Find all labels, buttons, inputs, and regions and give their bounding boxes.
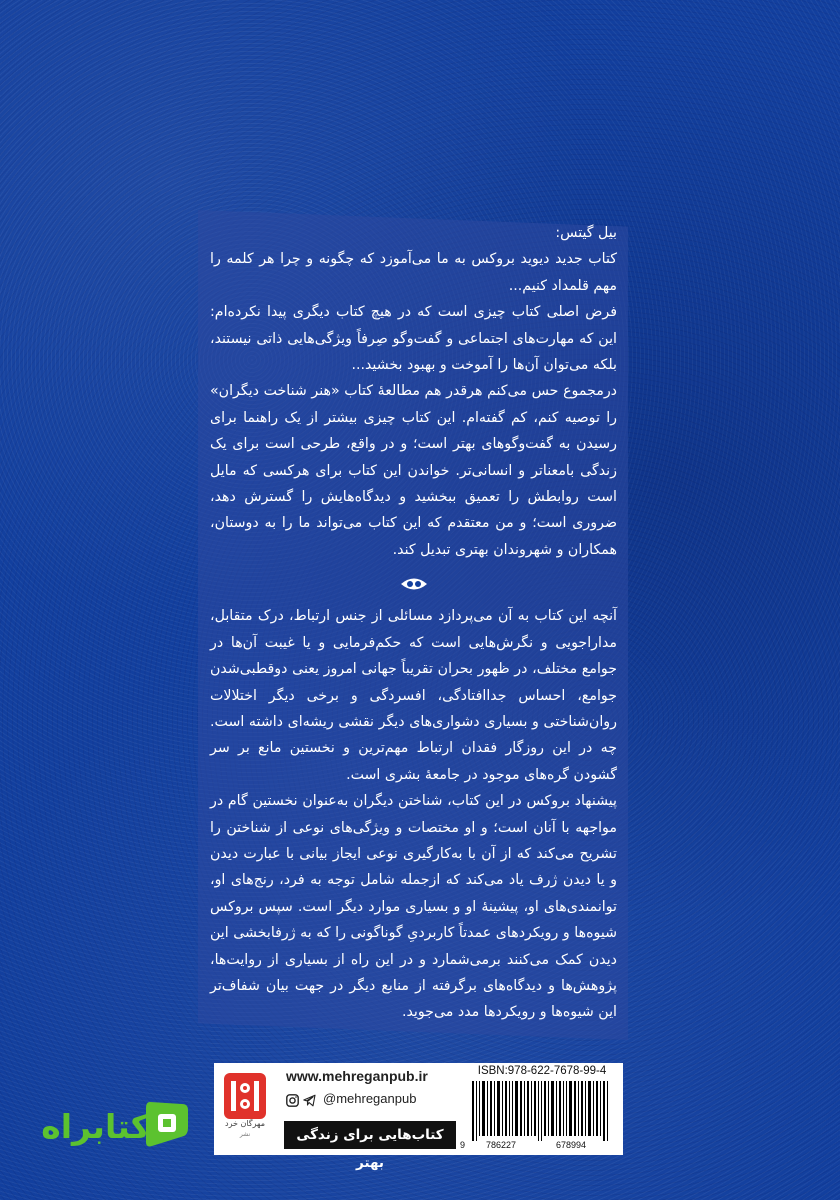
publisher-info-card [214,1063,623,1171]
ornament-divider-icon [210,569,617,599]
barcode-icon [464,1081,620,1141]
blurb-paragraph-3: درمجموع حس می‌کنم هرقدر هم مطالعهٔ کتاب «هنر شناخت دیگران» را توصیه کنم، کم گفته‌ام. این کتاب چیزی بیشتر از یک راهنما برای رسیدن به گفت‌وگوهای بهتر است؛ و در واقع، طرحی است برای یک زندگی بامعناتر و انسانی‌تر. خواندن این کتاب برای هرکسی که مایل است روابطش را تعمیق ببخشید و دیدگاه‌هایش را گسترش دهد، ضروری است؛ و من معتقدم که این کتاب می‌تواند ما را به دوستان، همکاران و شهروندان بهتری تبدیل کند. [210,383,617,558]
barcode-left-digits: 786227 [486,1140,517,1150]
blurb-paragraph-1: کتاب جدید دیوید بروکس به ما می‌آموزد که چگونه و چرا هر کلمه را مهم قلمداد کنیم... [210,251,617,294]
retailer-name: کتابراه [41,1107,150,1146]
blurb-text-block [210,220,617,1026]
telegram-icon [303,1092,316,1105]
publisher-tagline: کتاب‌هایی برای زندگی بهتر [284,1121,456,1149]
retailer-logo [0,1095,200,1165]
blurb-paragraph-5: پیشنهاد بروکس در این کتاب، شناختن دیگران به‌عنوان نخستین گام در مواجهه با آنان است؛ و او مختصات و ویژگی‌های نوعی از شناختن را تشریح می‌کند که از آن با به‌کارگیری نوعی ایجاز بیانی با عبارت دیدن و یا دیدن ژرف یاد می‌کند که ازجمله شامل توجه به فرد، رنج‌های او، توانمندی‌های او، پیشینهٔ او و بسیاری موارد دیگر است. سپس بروکس شیوه‌ها و رویکردهای عمدتاً کاربردیِ گوناگونی را که به ژرفابخشی این دیدن کمک می‌کنند برمی‌شمارد و در این راه از بسیاری از روایت‌ها، پژوهش‌ها و دیدگاه‌های برگرفته از منابع دیگر در جهت بیان شفاف‌تر این شیوه‌ها و رویکردها مدد می‌جوید. [210,793,617,1021]
blurb-paragraph-2: فرض اصلی کتاب چیزی است که در هیچ کتاب دیگری پیدا نکرده‌ام: این که مهارت‌های اجتماعی و گفت‌وگو صِرفاً ویژگی‌هایی ذاتی نیستند، بلکه می‌توان آن‌ها را آموخت و بهبود بخشید... [210,304,617,374]
social-handle: @mehreganpub [323,1091,417,1106]
author-attribution: بیل گیتس: [555,225,617,241]
isbn-barcode [460,1065,623,1155]
blurb-paragraph-4: آنچه این کتاب به آن می‌پردازد مسائلی از جنس ارتباط، درک متقابل، مداراجویی و نگرش‌هایی است که حکم‌فرمایی و یا غیبت آن‌ها در جوامع مختلف، در ظهور بحران تقریباً جهانی امروز یعنی دوقطبی‌شدن جوامع، احساس جداافتادگی، افسردگی و برخی دیگر اختلالات روان‌شناختی و بسیاری دشواری‌های دیگر نقشی ریشه‌ای داشته است. چه در این روزگار فقدان ارتباط مهم‌ترین و نخستین مانع بر سر گشودن گره‌های موجود در جامعهٔ بشری است. [210,608,617,783]
retailer-logo-icon [144,1098,190,1150]
social-media-row [286,1091,416,1106]
barcode-prefix-digit: 9 [460,1140,466,1150]
publisher-name: مهرگان خرد [225,1119,265,1128]
instagram-icon [286,1092,299,1105]
publisher-name-sub: نشر [239,1131,251,1138]
barcode-right-digits: 678994 [556,1140,587,1150]
publisher-website: www.mehreganpub.ir [286,1068,428,1084]
isbn-label: ISBN:978-622-7678-99-4 [477,1065,607,1077]
